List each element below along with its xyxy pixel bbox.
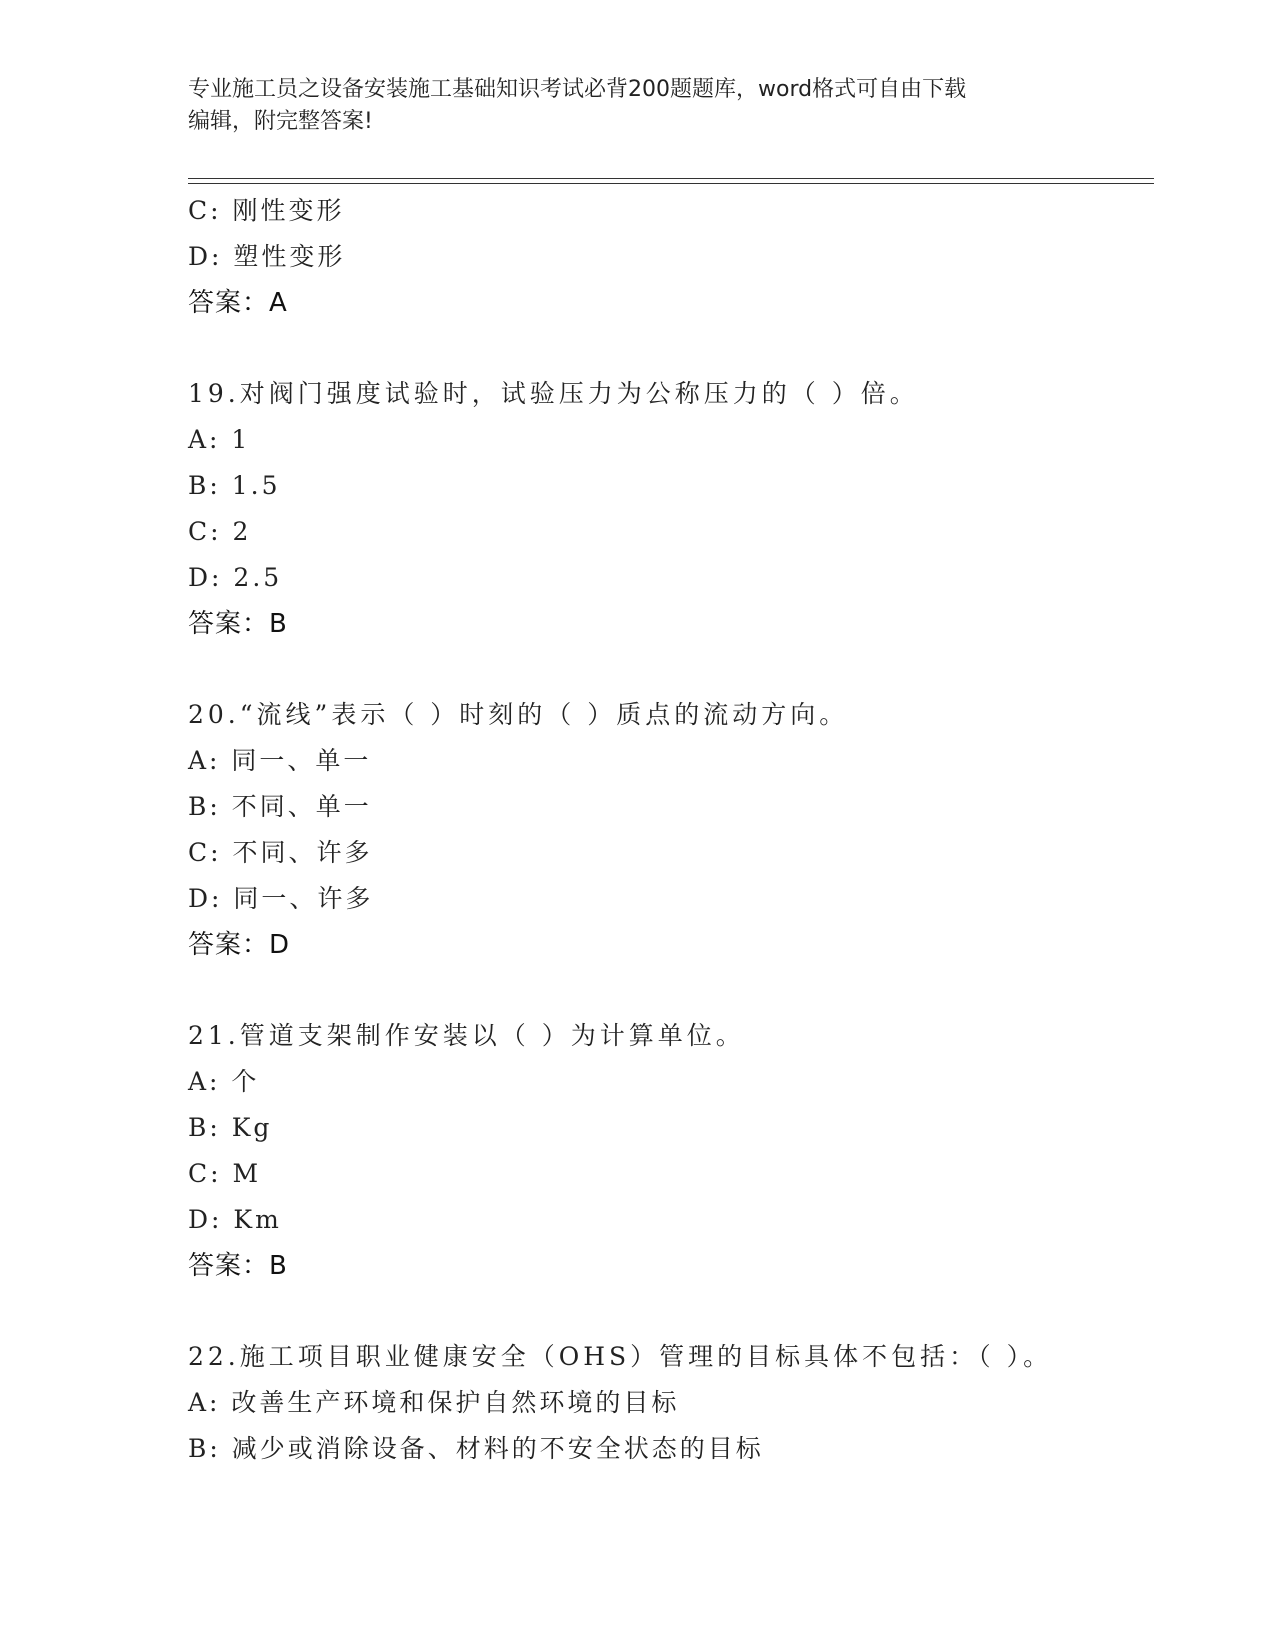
- spacer: [188, 647, 1168, 692]
- q21-option-d: D: Km: [188, 1205, 282, 1234]
- q20-option-c: C: 不同、许多: [188, 838, 373, 867]
- q19-option-d: D: 2.5: [188, 563, 283, 592]
- header-divider-top: [188, 178, 1154, 179]
- q22-option-b: B: 减少或消除设备、材料的不安全状态的目标: [188, 1434, 764, 1463]
- q20-answer: 答案：D: [188, 930, 291, 960]
- question-19: [188, 371, 1168, 647]
- q22-text: 22.施工项目职业健康安全（OHS）管理的目标具体不包括：（ ）。: [188, 1342, 1053, 1371]
- q20-option-b: B: 不同、单一: [188, 792, 372, 821]
- q19-option-c: C: 2: [188, 517, 252, 546]
- q20-text: 20.“流线”表示（ ）时刻的（ ）质点的流动方向。: [188, 700, 849, 729]
- q21-option-b: B: Kg: [188, 1113, 273, 1142]
- q18-option-c: C: 刚性变形: [188, 196, 345, 225]
- spacer: [188, 968, 1168, 1013]
- header-title-line-1: 专业施工员之设备安装施工基础知识考试必背200题题库，word格式可自由下载: [188, 77, 967, 102]
- document-header: [188, 74, 1068, 138]
- q19-option-b: B: 1.5: [188, 471, 281, 500]
- q19-option-a: A: 1: [188, 425, 251, 454]
- q20-option-d: D: 同一、许多: [188, 884, 374, 913]
- question-21: [188, 1013, 1168, 1289]
- question-22: [188, 1334, 1168, 1472]
- q18-option-d: D: 塑性变形: [188, 242, 346, 271]
- q21-option-c: C: M: [188, 1159, 262, 1188]
- spacer: [188, 326, 1168, 371]
- q21-option-a: A: 个: [188, 1067, 260, 1096]
- header-title-line-2: 编辑，附完整答案!: [188, 109, 373, 134]
- question-18: [188, 188, 1168, 326]
- question-list: [188, 188, 1168, 1472]
- header-divider-bottom: [188, 183, 1154, 184]
- q21-text: 21.管道支架制作安装以（ ）为计算单位。: [188, 1021, 745, 1050]
- q20-option-a: A: 同一、单一: [188, 746, 372, 775]
- q18-answer: 答案：A: [188, 288, 288, 318]
- q19-answer: 答案：B: [188, 609, 288, 639]
- q22-option-a: A: 改善生产环境和保护自然环境的目标: [188, 1388, 680, 1417]
- q21-answer: 答案：B: [188, 1251, 288, 1281]
- question-20: [188, 692, 1168, 968]
- spacer: [188, 1289, 1168, 1334]
- q19-text: 19.对阀门强度试验时，试验压力为公称压力的（ ）倍。: [188, 379, 919, 408]
